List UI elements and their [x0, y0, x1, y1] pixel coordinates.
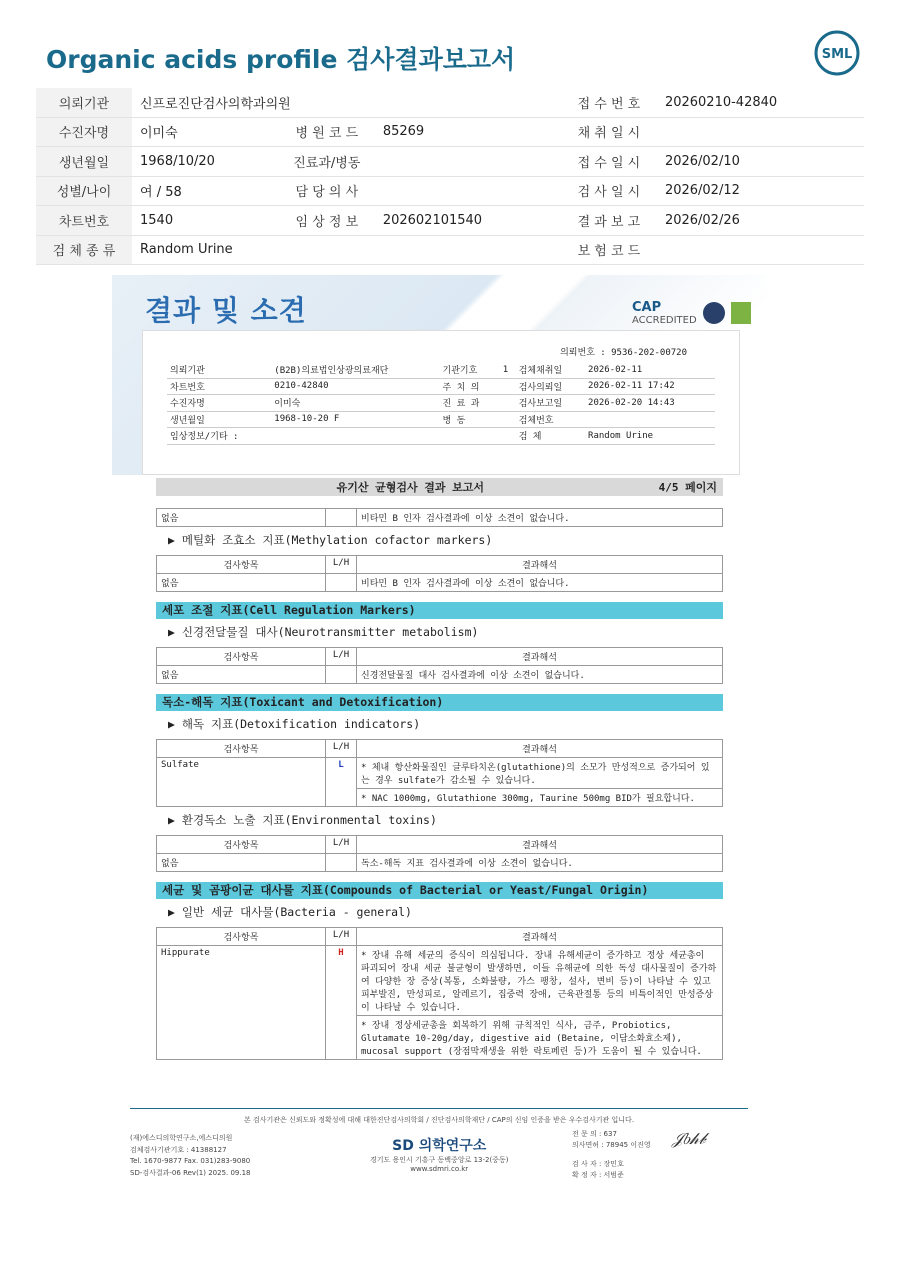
result-item: Hippurate [157, 946, 326, 1060]
header-label: 의뢰기관 [36, 88, 132, 117]
patient-cell: 차트번호 [167, 378, 271, 395]
result-interpretation: 비타민 B 인자 검사결과에 이상 소견이 없습니다. [357, 574, 723, 592]
header-value [375, 176, 561, 206]
patient-cell: 검 체 [516, 428, 585, 445]
col-interp-header: 결과해석 [357, 928, 723, 946]
footer-left [130, 1133, 251, 1179]
patient-cell [500, 428, 516, 445]
header-value: Random Urine [132, 235, 561, 265]
sml-logo [814, 30, 860, 76]
patient-cell: 2026-02-20 14:43 [585, 395, 715, 412]
header-value: 2026/02/10 [657, 147, 864, 177]
patient-cell: (B2B)의료법인상광의료재단 [271, 362, 439, 378]
category-bar: 세포 조절 지표(Cell Regulation Markers) [156, 602, 723, 619]
header-label: 채 취 일 시 [561, 117, 657, 147]
header-label: 수진자명 [36, 117, 132, 147]
footer-right-line: 전 문 의 : 637 [572, 1130, 617, 1138]
result-interpretation: * 체내 항산화물질인 글루타치온(glutathione)의 소모가 만성적으로 증가되어 있는 경우 sulfate가 감소될 수 있습니다. [357, 758, 723, 789]
header-value: 1968/10/20 [132, 147, 279, 177]
header-value: 202602101540 [375, 206, 561, 236]
patient-header-table [36, 88, 864, 265]
header-label: 병 원 코 드 [279, 117, 375, 147]
result-table [156, 739, 723, 807]
scanned-report [112, 275, 767, 1115]
result-table [156, 647, 723, 684]
footer-left-line: SD-검사결과-06 Rev(1) 2025. 09.18 [130, 1168, 251, 1177]
result-item: 없음 [157, 666, 326, 684]
col-lh-header: L/H [326, 740, 357, 758]
footer-right-line [572, 1151, 651, 1159]
header-label: 생년월일 [36, 147, 132, 177]
result-table [156, 555, 723, 592]
header-label: 보 험 코 드 [561, 235, 657, 265]
patient-cell [271, 428, 439, 445]
report-section-title: 유기산 균형검사 결과 보고서 [336, 481, 484, 494]
prev-item: 없음 [157, 509, 326, 527]
results-content [156, 478, 723, 1060]
result-item: 없음 [157, 854, 326, 872]
result-item: Sulfate [157, 758, 326, 807]
header-value: 2026/02/12 [657, 176, 864, 206]
table-row [157, 758, 723, 789]
result-item: 없음 [157, 574, 326, 592]
header-value [375, 147, 561, 177]
col-interp-header: 결과해석 [357, 556, 723, 574]
subsection-title: ▶ 해독 지표(Detoxification indicators) [168, 717, 421, 731]
footer-right-line: 의사면허 : 78945 이진영 [572, 1141, 651, 1149]
footer-center [370, 1135, 508, 1173]
header-value: 2026/02/26 [657, 206, 864, 236]
institute-name: SD 의학연구소 [392, 1138, 487, 1154]
scan-title: 결과 및 소견 [145, 294, 307, 327]
table-row [157, 946, 723, 1016]
patient-cell: 1968-10-20 F [271, 411, 439, 428]
category-bar: 세균 및 곰팡이균 대사물 지표(Compounds of Bacterial or Yeast/Fungal Origin) [156, 882, 723, 899]
table-row [157, 666, 723, 684]
patient-cell: 주 치 의 [440, 378, 500, 395]
prev-lh [326, 509, 357, 527]
col-item-header: 검사항목 [157, 928, 326, 946]
patient-cell [500, 395, 516, 412]
col-lh-header: L/H [326, 928, 357, 946]
patient-cell: 1 [500, 362, 516, 378]
cap-badge: CAP [632, 300, 662, 315]
patient-cell [500, 411, 516, 428]
header-label: 담 당 의 사 [279, 176, 375, 206]
subsection-title: ▶ 신경전달물질 대사(Neurotransmitter metabolism) [168, 625, 479, 639]
patient-info-box [142, 330, 740, 475]
patient-cell: 검체채취일 [516, 362, 585, 378]
col-item-header: 검사항목 [157, 740, 326, 758]
prev-text: 비타민 B 인자 검사결과에 이상 소견이 없습니다. [357, 509, 723, 527]
header-label: 검 체 종 류 [36, 235, 132, 265]
result-interpretation: * 장내 유해 세균의 증식이 의심됩니다. 장내 유해세균이 증가하고 정상 세균총이 파괴되어 장내 세균 불균형이 발생하면, 이들 유해균에 의한 독성 대사물질이 증가하여 다양한 장 증상(복통, 소화불량, 가스 팽창, 설사, 변비 등)이 나타날 수 있고 피부발진, 만성피로, 알레르기, 집중력 장애, 근육관절통 등의 비특이적인 만성증상이 나타날 수 있습니다. [357, 946, 723, 1016]
footer-left-line: (재)에스디의학연구소,에스디의원 [130, 1134, 233, 1142]
patient-cell: 검사보고일 [516, 395, 585, 412]
col-item-header: 검사항목 [157, 556, 326, 574]
institute-address: 경기도 용인시 기흥구 동백중앙로 13-2(중동) [370, 1156, 509, 1164]
header-value: 85269 [375, 117, 561, 147]
footer-right-line: 확 정 자 : 서범준 [572, 1171, 624, 1179]
result-interpretation: 독소-해독 지표 검사결과에 이상 소견이 없습니다. [357, 854, 723, 872]
header-label: 진료과/병동 [279, 147, 375, 177]
col-interp-header: 결과해석 [357, 648, 723, 666]
col-interp-header: 결과해석 [357, 836, 723, 854]
result-flag: L [326, 758, 357, 807]
patient-cell: 검사의뢰일 [516, 378, 585, 395]
category-bar: 독소-해독 지표(Toxicant and Detoxification) [156, 694, 723, 711]
request-number: 의뢰번호 : 9536-202-00720 [560, 348, 687, 358]
col-lh-header: L/H [326, 836, 357, 854]
patient-cell: 병 동 [440, 411, 500, 428]
table-row [157, 574, 723, 592]
cap-sub: ACCREDITED [632, 315, 697, 326]
logo-text: SML [821, 47, 853, 62]
header-value [657, 117, 864, 147]
footer-right-line: 검 사 자 : 장민호 [572, 1160, 624, 1168]
patient-cell: 0210-42840 [271, 378, 439, 395]
header-value: 이미숙 [132, 117, 279, 147]
footer [130, 1108, 748, 1179]
patient-cell: 임상정보/기타 : [167, 428, 271, 445]
result-table [156, 927, 723, 1060]
header-value [657, 235, 864, 265]
col-item-header: 검사항목 [157, 836, 326, 854]
patient-cell: 2026-02-11 [585, 362, 715, 378]
header-label: 차트번호 [36, 206, 132, 236]
patient-cell: 생년월일 [167, 411, 271, 428]
header-label: 임 상 정 보 [279, 206, 375, 236]
table-row [157, 854, 723, 872]
patient-cell: 진 료 과 [440, 395, 500, 412]
seal-icon [703, 302, 725, 324]
patient-cell: Random Urine [585, 428, 715, 445]
header-label: 접 수 일 시 [561, 147, 657, 177]
header-value: 신프로진단검사의학과의원 [132, 88, 561, 117]
patient-cell: 이미숙 [271, 395, 439, 412]
header-value: 20260210-42840 [657, 88, 864, 117]
result-interpretation: * NAC 1000mg, Glutathione 300mg, Taurine 500mg BID가 필요합니다. [357, 789, 723, 807]
col-lh-header: L/H [326, 556, 357, 574]
institute-url: www.sdmri.co.kr [410, 1165, 469, 1173]
footer-left-line: 검체검사기관기호 : 41388127 [130, 1145, 227, 1154]
page-label: 4/5 페이지 [658, 481, 717, 494]
header-value: 1540 [132, 206, 279, 236]
footer-left-line: Tel. 1670-9877 Fax. 031)283-9080 [130, 1157, 251, 1165]
col-interp-header: 결과해석 [357, 740, 723, 758]
footer-right [572, 1129, 651, 1181]
patient-cell [500, 378, 516, 395]
result-flag [326, 854, 357, 872]
subsection-title: ▶ 일반 세균 대사물(Bacteria - general) [168, 905, 412, 919]
result-flag: H [326, 946, 357, 1060]
patient-cell [440, 428, 500, 445]
accreditation-badges [632, 300, 751, 326]
signature: 𝒥𝑏𝒽𝒷 [672, 1129, 706, 1148]
result-flag [326, 666, 357, 684]
patient-cell: 검체번호 [516, 411, 585, 428]
result-interpretation: 신경전달물질 대사 검사결과에 이상 소견이 없습니다. [357, 666, 723, 684]
header-label: 성별/나이 [36, 176, 132, 206]
patient-cell: 수진자명 [167, 395, 271, 412]
header-value: 여 / 58 [132, 176, 279, 206]
patient-cell [585, 411, 715, 428]
patient-info-table [167, 362, 715, 445]
patient-cell: 2026-02-11 17:42 [585, 378, 715, 395]
lab-logo-icon [731, 302, 751, 324]
report-title-bar [156, 478, 723, 496]
result-flag [326, 574, 357, 592]
result-interpretation: * 장내 정상세균총을 회복하기 위해 규칙적인 식사, 금주, Probiotics, Glutamate 10-20g/day, digestive aid (Betaine, 이담소화효소제), mucosal support (장점막재생을 위한 락토페린 등)가 도움이 될 수 있습니다. [357, 1016, 723, 1060]
result-table [156, 835, 723, 872]
col-item-header: 검사항목 [157, 648, 326, 666]
footer-notice: 본 검사기관은 신뢰도와 정확성에 대해 대한진단검사의학회 / 진단검사의학재단 / CAP의 신임 인증을 받은 우수검사기관 입니다. [243, 1116, 635, 1124]
report-title: Organic acids profile 검사결과보고서 [46, 45, 516, 74]
prev-result-table [156, 508, 723, 527]
patient-cell: 기관기호 [440, 362, 500, 378]
subsection-title: ▶ 메틸화 조효소 지표(Methylation cofactor markers) [168, 533, 493, 547]
patient-cell: 의뢰기관 [167, 362, 271, 378]
header-label: 결 과 보 고 [561, 206, 657, 236]
subsection-title: ▶ 환경독소 노출 지표(Environmental toxins) [168, 813, 437, 827]
header-label: 검 사 일 시 [561, 176, 657, 206]
col-lh-header: L/H [326, 648, 357, 666]
header-label: 접 수 번 호 [561, 88, 657, 117]
